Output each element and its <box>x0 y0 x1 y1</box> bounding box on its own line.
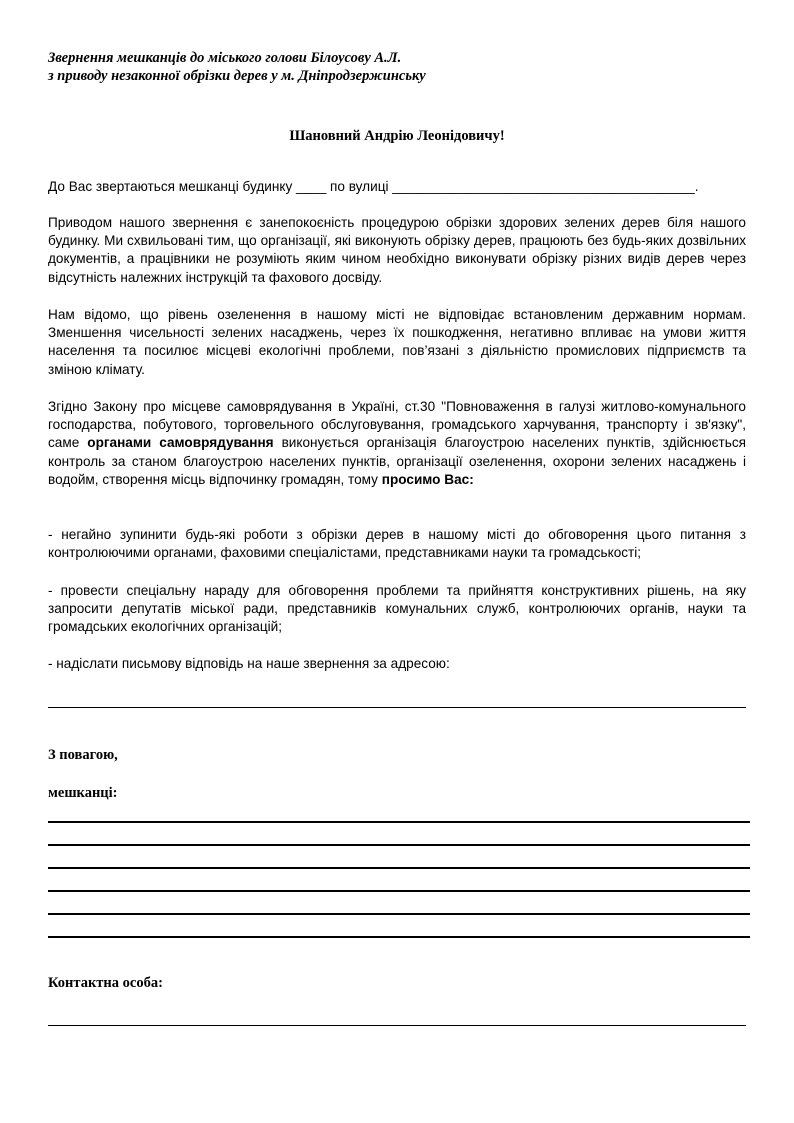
signature-line[interactable] <box>48 890 750 892</box>
signature-line[interactable] <box>48 936 750 938</box>
salutation: Шановний Андрію Леонідовичу! <box>289 128 505 144</box>
contact-label: Контактна особа: <box>48 975 163 991</box>
request-item-1: - негайно зупинити будь-які роботи з обрізки дерев в нашому місті до обговорення цього питання з контролюючими органами, фаховими спеціалістами, представниками науки та громадськості; <box>48 527 746 561</box>
request-item-2: - провести спеціальну нараду для обговорення проблеми та прийняття конструктивних рішень, на яку запросити депутатів міської ради, представників комунальних служб, контролюючих органів, науки та громадських екологічних організацій; <box>48 583 746 635</box>
letter-header <box>48 49 426 85</box>
signature-line[interactable] <box>48 844 750 846</box>
paragraph-3-bold-2: просимо Вас: <box>381 471 474 487</box>
paragraph-1: Приводом нашого звернення є занепокоєність процедурою обрізки здорових зелених дерев біля нашого будинку. Ми схвильовані тим, що організації, які виконують обрізку дерев, працюють без будь-яких дозвільних документів, а працівники не розуміють яким чином необхідно виконувати обрізку різних видів дерев через відсутність належних інструкцій та фахового досвіду. <box>48 215 746 285</box>
residents-label: мешканці: <box>48 785 118 801</box>
signature-line[interactable] <box>48 867 750 869</box>
paragraph-3-bold-1: органами самоврядування <box>87 435 274 451</box>
paragraph-3-part-1: Згідно Закону про місцеве самоврядування в Україні, ст.30 "Повноваження в галузі житлово-комунального господарства, побутового, торговельного обслуговування, громадського харчування, транспорту і зв'язку", саме <box>48 399 746 451</box>
paragraph-2: Нам відомо, що рівень озеленення в нашому місті не відповідає встановленим державним нормам. Зменшення чисельності зелених насаджень, через їх пошкодження, негативно впливає на умови життя населення та посилює місцеві екологічні проблеми, пов’язані з діяльністю промислових підприємств та зміною клімату. <box>48 307 746 377</box>
paragraph-3-part-2: виконується організація благоустрою населених пунктів, здійснюється контроль за станом благоустрою населених пунктів, організації озеленення, охорони зелених насаджень і водойм, створення місць відпочинку громадян, тому <box>48 435 746 487</box>
address-line[interactable] <box>48 707 746 708</box>
signature-line[interactable] <box>48 821 750 823</box>
paragraph-3 <box>48 398 746 489</box>
contact-line[interactable] <box>48 1025 746 1026</box>
header-line-1: Звернення мешканців до міського голови Білоусову А.Л. <box>48 50 402 66</box>
closing-text: З повагою, <box>48 747 118 763</box>
request-item-3: - надіслати письмову відповідь на наше звернення за адресою: <box>48 656 450 671</box>
header-line-2: з приводу незаконної обрізки дерев у м. Дніпродзержинську <box>48 68 426 84</box>
intro-paragraph: До Вас звертаються мешканці будинку ____ по вулиці ________________________________________. <box>48 179 699 194</box>
signature-line[interactable] <box>48 913 750 915</box>
